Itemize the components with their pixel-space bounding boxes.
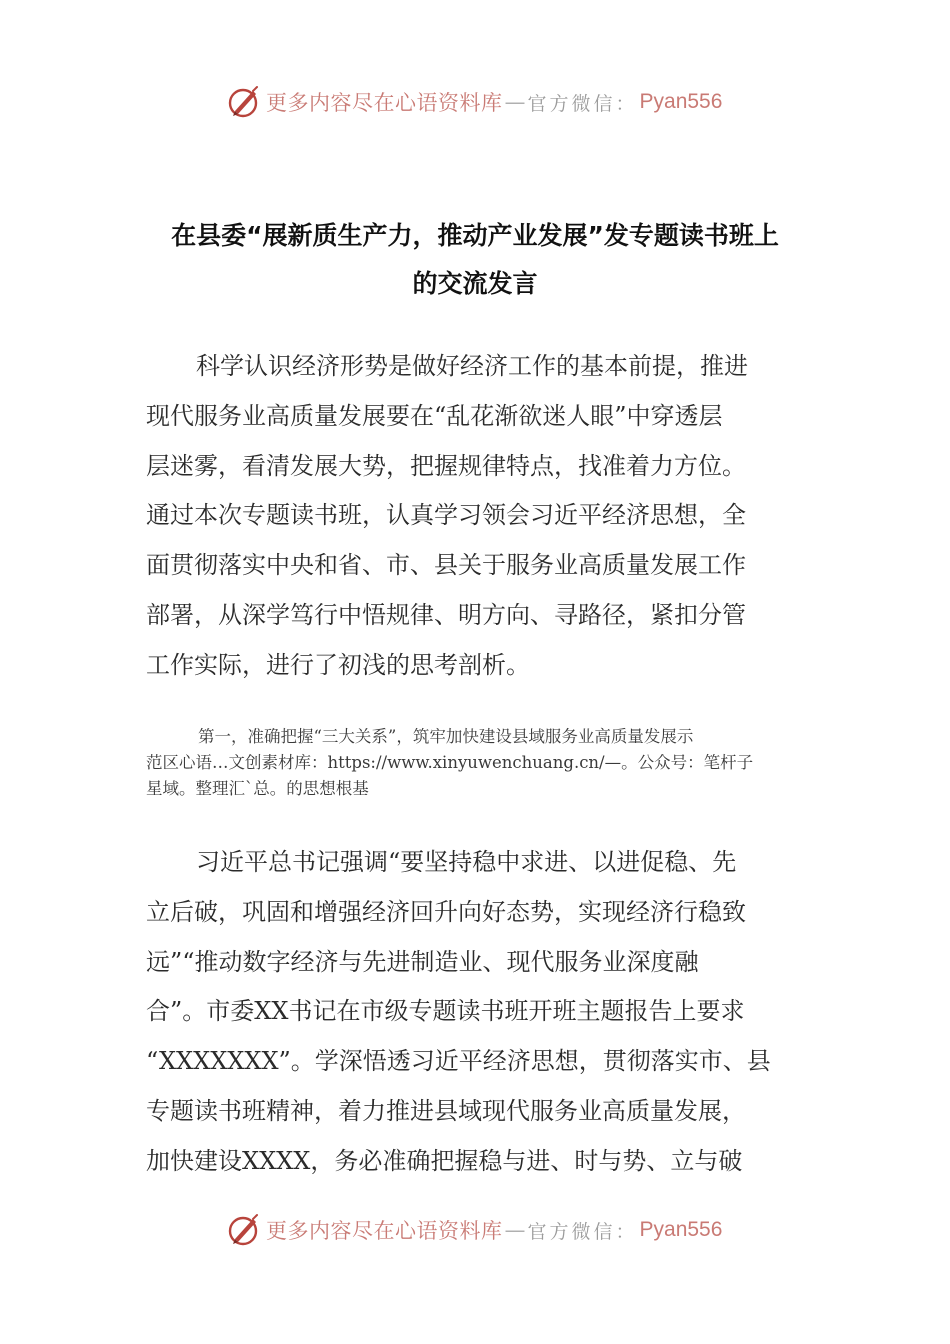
- watermark-wechat-id: Pyan556: [639, 1218, 723, 1241]
- paragraph-line: 立后破，巩固和增强经济回升向好态势，实现经济行稳致: [146, 897, 746, 926]
- header-watermark: [0, 82, 950, 122]
- paragraph-line: 面贯彻落实中央和省、市、县关于服务业高质量发展工作: [146, 551, 746, 580]
- pen-logo-icon: [226, 84, 262, 120]
- paragraph-line: “XXXXXXX”。学深悟透习近平经济思想，贯彻落实市、县: [146, 1047, 771, 1076]
- document-title: [150, 212, 800, 308]
- watermark-site-text: 更多内容尽在心语资料库: [266, 1219, 503, 1243]
- paragraph-line: 层迷雾，看清发展大势，把握规律特点，找准着力方位。: [146, 451, 746, 480]
- footer-watermark: [0, 1210, 950, 1250]
- paragraph-line: 加快建设XXXX，务必准确把握稳与进、时与势、立与破: [146, 1146, 743, 1175]
- paragraph-line: 通过本次专题读书班，认真学习领会习近平经济思想，全: [146, 501, 746, 530]
- watermark-official-label: 官方微信：: [527, 92, 638, 115]
- title-line: 在县委“展新质生产力，推动产业发展”发专题读书班上: [171, 221, 779, 250]
- watermark-dash: —: [504, 90, 526, 114]
- section-heading-line: 第一，准确把握“三大关系”，筑牢加快建设县域服务业高质量发展示: [198, 727, 694, 746]
- section-heading-line: 范区心语…文创素材库：https://www.xinyuwenchuang.cn/—。公众号：笔杆子: [146, 753, 754, 772]
- paragraph-line: 工作实际，进行了初浅的思考剖析。: [146, 650, 530, 679]
- watermark-wechat-id: Pyan556: [639, 90, 723, 113]
- paragraph-line: 专题读书班精神，着力推进县域现代服务业高质量发展，: [146, 1096, 746, 1125]
- paragraph-line: 远”“推动数字经济与先进制造业、现代服务业深度融: [146, 947, 699, 976]
- paragraph-line: 现代服务业高质量发展要在“乱花渐欲迷人眼”中穿透层: [146, 401, 723, 430]
- title-line: 的交流发言: [412, 269, 538, 298]
- section-heading-line: 星域。整理汇`总。的思想根基: [146, 779, 369, 798]
- pen-logo-icon: [226, 1212, 262, 1248]
- watermark-dash: —: [504, 1218, 526, 1242]
- body-paragraph: [146, 838, 806, 1187]
- watermark-official-label: 官方微信：: [527, 1220, 638, 1243]
- paragraph-line: 部署，从深学笃行中悟规律、明方向、寻路径，紧扣分管: [146, 600, 746, 629]
- intro-paragraph: [146, 342, 806, 691]
- section-heading: [146, 724, 806, 802]
- watermark-site-text: 更多内容尽在心语资料库: [266, 91, 503, 115]
- paragraph-line: 合”。市委XX书记在市级专题读书班开班主题报告上要求: [146, 997, 745, 1026]
- paragraph-line: 习近平总书记强调“要坚持稳中求进、以进促稳、先: [196, 848, 737, 876]
- paragraph-line: 科学认识经济形势是做好经济工作的基本前提，推进: [196, 352, 748, 380]
